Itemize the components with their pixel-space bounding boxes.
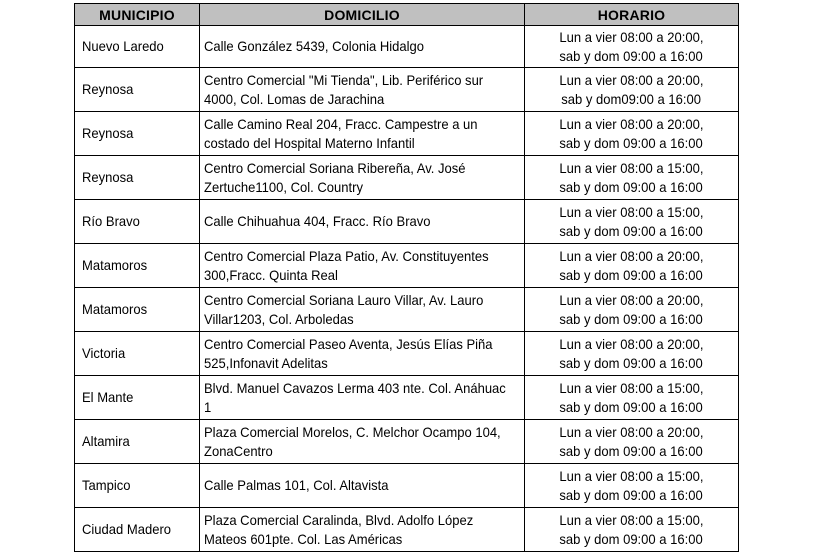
table-row [75,112,739,156]
municipio-text: Ciudad Madero [82,521,172,537]
table-row [75,288,739,332]
domicilio-cell [200,200,525,244]
horario-line: sab y dom 09:00 a 16:00 [559,354,704,371]
domicilio-cell [200,244,525,288]
domicilio-cell [200,420,525,464]
horario-line: Lun a vier 08:00 a 15:00, [559,379,704,396]
domicilio-cell [200,112,525,156]
domicilio-cell [200,26,525,68]
domicilio-line: Calle Chihuahua 404, Fracc. Río Bravo [204,213,431,229]
municipio-text: Nuevo Laredo [82,38,164,54]
table-row [75,156,739,200]
table-row [75,332,739,376]
municipio-text: Reynosa [82,125,134,141]
domicilio-line: Centro Comercial "Mi Tienda", Lib. Periférico sur [204,71,484,88]
horario-line: Lun a vier 08:00 a 20:00, [559,71,704,88]
domicilio-cell [200,288,525,332]
municipio-cell [75,332,200,376]
domicilio-cell [200,156,525,200]
table-row [75,376,739,420]
domicilio-line: 525,Infonavit Adelitas [204,354,328,371]
municipio-text: Río Bravo [82,213,140,229]
horario-line: Lun a vier 08:00 a 20:00, [559,115,704,132]
horario-cell [525,332,739,376]
domicilio-line: Calle González 5439, Colonia Hidalgo [204,38,425,54]
table-row [75,200,739,244]
office-hours-table [74,3,739,552]
header-municipio: MUNICIPIO [75,4,200,26]
municipio-text: Reynosa [82,169,134,185]
domicilio-line: Blvd. Manuel Cavazos Lerma 403 nte. Col. Anáhuac [204,379,506,396]
table-row [75,68,739,112]
horario-cell [525,464,739,508]
horario-line: Lun a vier 08:00 a 15:00, [559,159,704,176]
domicilio-line: costado del Hospital Materno Infantil [204,134,415,151]
municipio-text: Victoria [82,345,126,361]
horario-line: sab y dom09:00 a 16:00 [561,90,702,107]
horario-line: Lun a vier 08:00 a 20:00, [559,335,704,352]
domicilio-line: 300,Fracc. Quinta Real [204,266,338,283]
domicilio-cell [200,508,525,552]
horario-line: Lun a vier 08:00 a 15:00, [559,203,704,220]
table-row [75,26,739,68]
domicilio-line: ZonaCentro [204,442,273,459]
municipio-text: Altamira [82,433,130,449]
horario-cell [525,200,739,244]
municipio-cell [75,112,200,156]
horario-line: Lun a vier 08:00 a 15:00, [559,467,704,484]
municipio-text: Matamoros [82,257,148,273]
table-row [75,420,739,464]
domicilio-line: Villar1203, Col. Arboledas [204,310,354,327]
domicilio-line: Mateos 601pte. Col. Las Américas [204,530,403,547]
domicilio-line: Centro Comercial Paseo Aventa, Jesús Elías Piña [204,335,493,352]
municipio-cell [75,156,200,200]
horario-cell [525,244,739,288]
table-row [75,508,739,552]
horario-line: sab y dom 09:00 a 16:00 [559,178,704,195]
horario-cell [525,112,739,156]
header-horario: HORARIO [525,4,739,26]
horario-line: sab y dom 09:00 a 16:00 [559,398,704,415]
horario-cell [525,420,739,464]
horario-line: sab y dom 09:00 a 16:00 [559,266,704,283]
horario-cell [525,376,739,420]
horario-line: Lun a vier 08:00 a 20:00, [559,247,704,264]
table-header [75,4,739,26]
horario-cell [525,288,739,332]
horario-line: Lun a vier 08:00 a 15:00, [559,511,704,528]
horario-line: Lun a vier 08:00 a 20:00, [559,291,704,308]
domicilio-line: Plaza Comercial Morelos, C. Melchor Ocampo 104, [204,423,501,440]
domicilio-cell [200,68,525,112]
domicilio-cell [200,332,525,376]
domicilio-line: Calle Camino Real 204, Fracc. Campestre a un [204,115,478,132]
municipio-text: Reynosa [82,81,134,97]
horario-line: sab y dom 09:00 a 16:00 [559,486,704,503]
domicilio-line: Centro Comercial Soriana Lauro Villar, Av. Lauro [204,291,484,308]
municipio-cell [75,26,200,68]
horario-line: sab y dom 09:00 a 16:00 [559,310,704,327]
header-row [75,4,739,26]
table-row [75,464,739,508]
horario-line: sab y dom 09:00 a 16:00 [559,442,704,459]
horario-line: sab y dom 09:00 a 16:00 [559,530,704,547]
horario-line: sab y dom 09:00 a 16:00 [559,134,704,151]
municipio-cell [75,244,200,288]
municipio-text: Tampico [82,477,131,493]
municipio-cell [75,464,200,508]
domicilio-line: Calle Palmas 101, Col. Altavista [204,477,389,493]
horario-cell [525,68,739,112]
domicilio-cell [200,376,525,420]
table-row [75,244,739,288]
horario-line: Lun a vier 08:00 a 20:00, [559,28,704,45]
horario-cell [525,508,739,552]
horario-cell [525,26,739,68]
header-domicilio: DOMICILIO [200,4,525,26]
horario-line: sab y dom 09:00 a 16:00 [559,47,704,64]
municipio-cell [75,68,200,112]
municipio-cell [75,376,200,420]
domicilio-line: Centro Comercial Plaza Patio, Av. Constituyentes [204,247,489,264]
domicilio-line: Centro Comercial Soriana Ribereña, Av. José [204,159,466,176]
domicilio-line: Zertuche1100, Col. Country [204,178,363,195]
domicilio-line: 4000, Col. Lomas de Jarachina [204,90,385,107]
domicilio-cell [200,464,525,508]
domicilio-line: Plaza Comercial Caralinda, Blvd. Adolfo López [204,511,474,528]
horario-cell [525,156,739,200]
domicilio-line: 1 [204,398,212,415]
table-body [75,26,739,552]
municipio-text: Matamoros [82,301,148,317]
horario-line: sab y dom 09:00 a 16:00 [559,222,704,239]
municipio-cell [75,508,200,552]
municipio-cell [75,200,200,244]
municipio-cell [75,420,200,464]
horario-line: Lun a vier 08:00 a 20:00, [559,423,704,440]
office-hours-table-container [74,3,738,552]
municipio-cell [75,288,200,332]
municipio-text: El Mante [82,389,134,405]
